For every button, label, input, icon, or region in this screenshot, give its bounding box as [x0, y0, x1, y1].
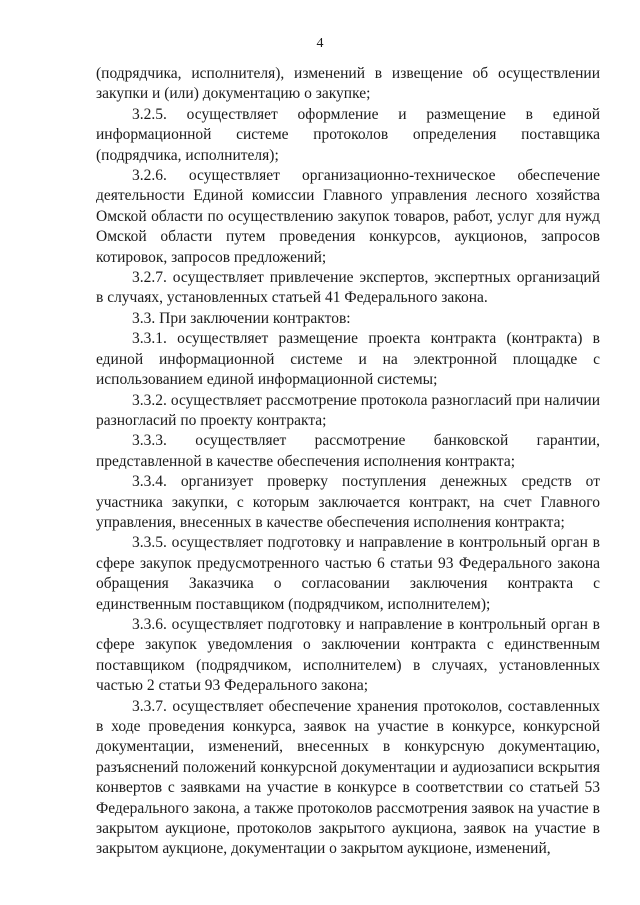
paragraph-3-3-1: 3.3.1. осуществляет размещение проекта контракта (контракта) в единой информационной системе и на электронной площадке с использованием единой информационной системы;: [96, 330, 600, 389]
document-body: [96, 64, 600, 860]
paragraph-3-2-7: 3.2.7. осуществляет привлечение экспертов, экспертных организаций в случаях, установленных статьей 41 Федерального закона.: [96, 269, 600, 307]
paragraph-3-2-6: 3.2.6. осуществляет организационно-техническое обеспечение деятельности Единой комиссии Главного управления лесного хозяйства Омской области по осуществлению закупок товаров, работ, услуг для нужд Омской области путем проведения конкурсов, аукционов, запросов котировок, запросов предложений;: [96, 167, 600, 266]
paragraph-3-3-4: 3.3.4. организует проверку поступления денежных средств от участника закупки, с которым заключается контракт, на счет Главного управления, внесенных в качестве обеспечения исполнения контракта;: [96, 473, 600, 531]
paragraph-continuation: (подрядчика, исполнителя), изменений в извещение об осуществлении закупки и (или) документацию о закупке;: [96, 65, 600, 103]
page-number: 4: [316, 36, 324, 51]
paragraph-3-3: 3.3. При заключении контрактов:: [132, 309, 351, 327]
paragraph-3-2-5: 3.2.5. осуществляет оформление и размещение в единой информационной системе протоколов определения поставщика (подрядчика, исполнителя);: [96, 105, 600, 164]
paragraph-3-3-6: 3.3.6. осуществляет подготовку и направление в контрольный орган в сфере закупок уведомления о заключении контракта с единственным поставщиком (подрядчиком, исполнителем) в случаях, установленных частью 2 статьи 93 Федерального закона;: [96, 615, 600, 695]
paragraph-3-3-7: 3.3.7. осуществляет обеспечение хранения протоколов, составленных в ходе проведения конкурса, заявок на участие в конкурсе, конкурсной документации, изменений, внесенных в конкурсную документацию, разъяснений положений конкурсной документации и аудиозаписи вскрытия конвертов с заявками на участие в конкурсе в соответствии со статьей 53 Федерального закона, а также протоколов рассмотрения заявок на участие в закрытом аукционе, протоколов закрытого аукциона, заявок на участие в закрытом аукционе, документации о закрытом аукционе, изменений,: [96, 697, 600, 858]
paragraph-3-3-2: 3.3.2. осуществляет рассмотрение протокола разногласий при наличии разногласий по проекту контракта;: [96, 391, 600, 429]
paragraph-3-3-5: 3.3.5. осуществляет подготовку и направление в контрольный орган в сфере закупок предусмотренного частью 6 статьи 93 Федерального закона обращения Заказчика о согласовании заключения контракта с единственным поставщиком (подрядчиком, исполнителем);: [96, 534, 600, 613]
paragraph-3-3-3: 3.3.3. осуществляет рассмотрение банковской гарантии, представленной в качестве обеспечения исполнения контракта;: [96, 432, 600, 470]
